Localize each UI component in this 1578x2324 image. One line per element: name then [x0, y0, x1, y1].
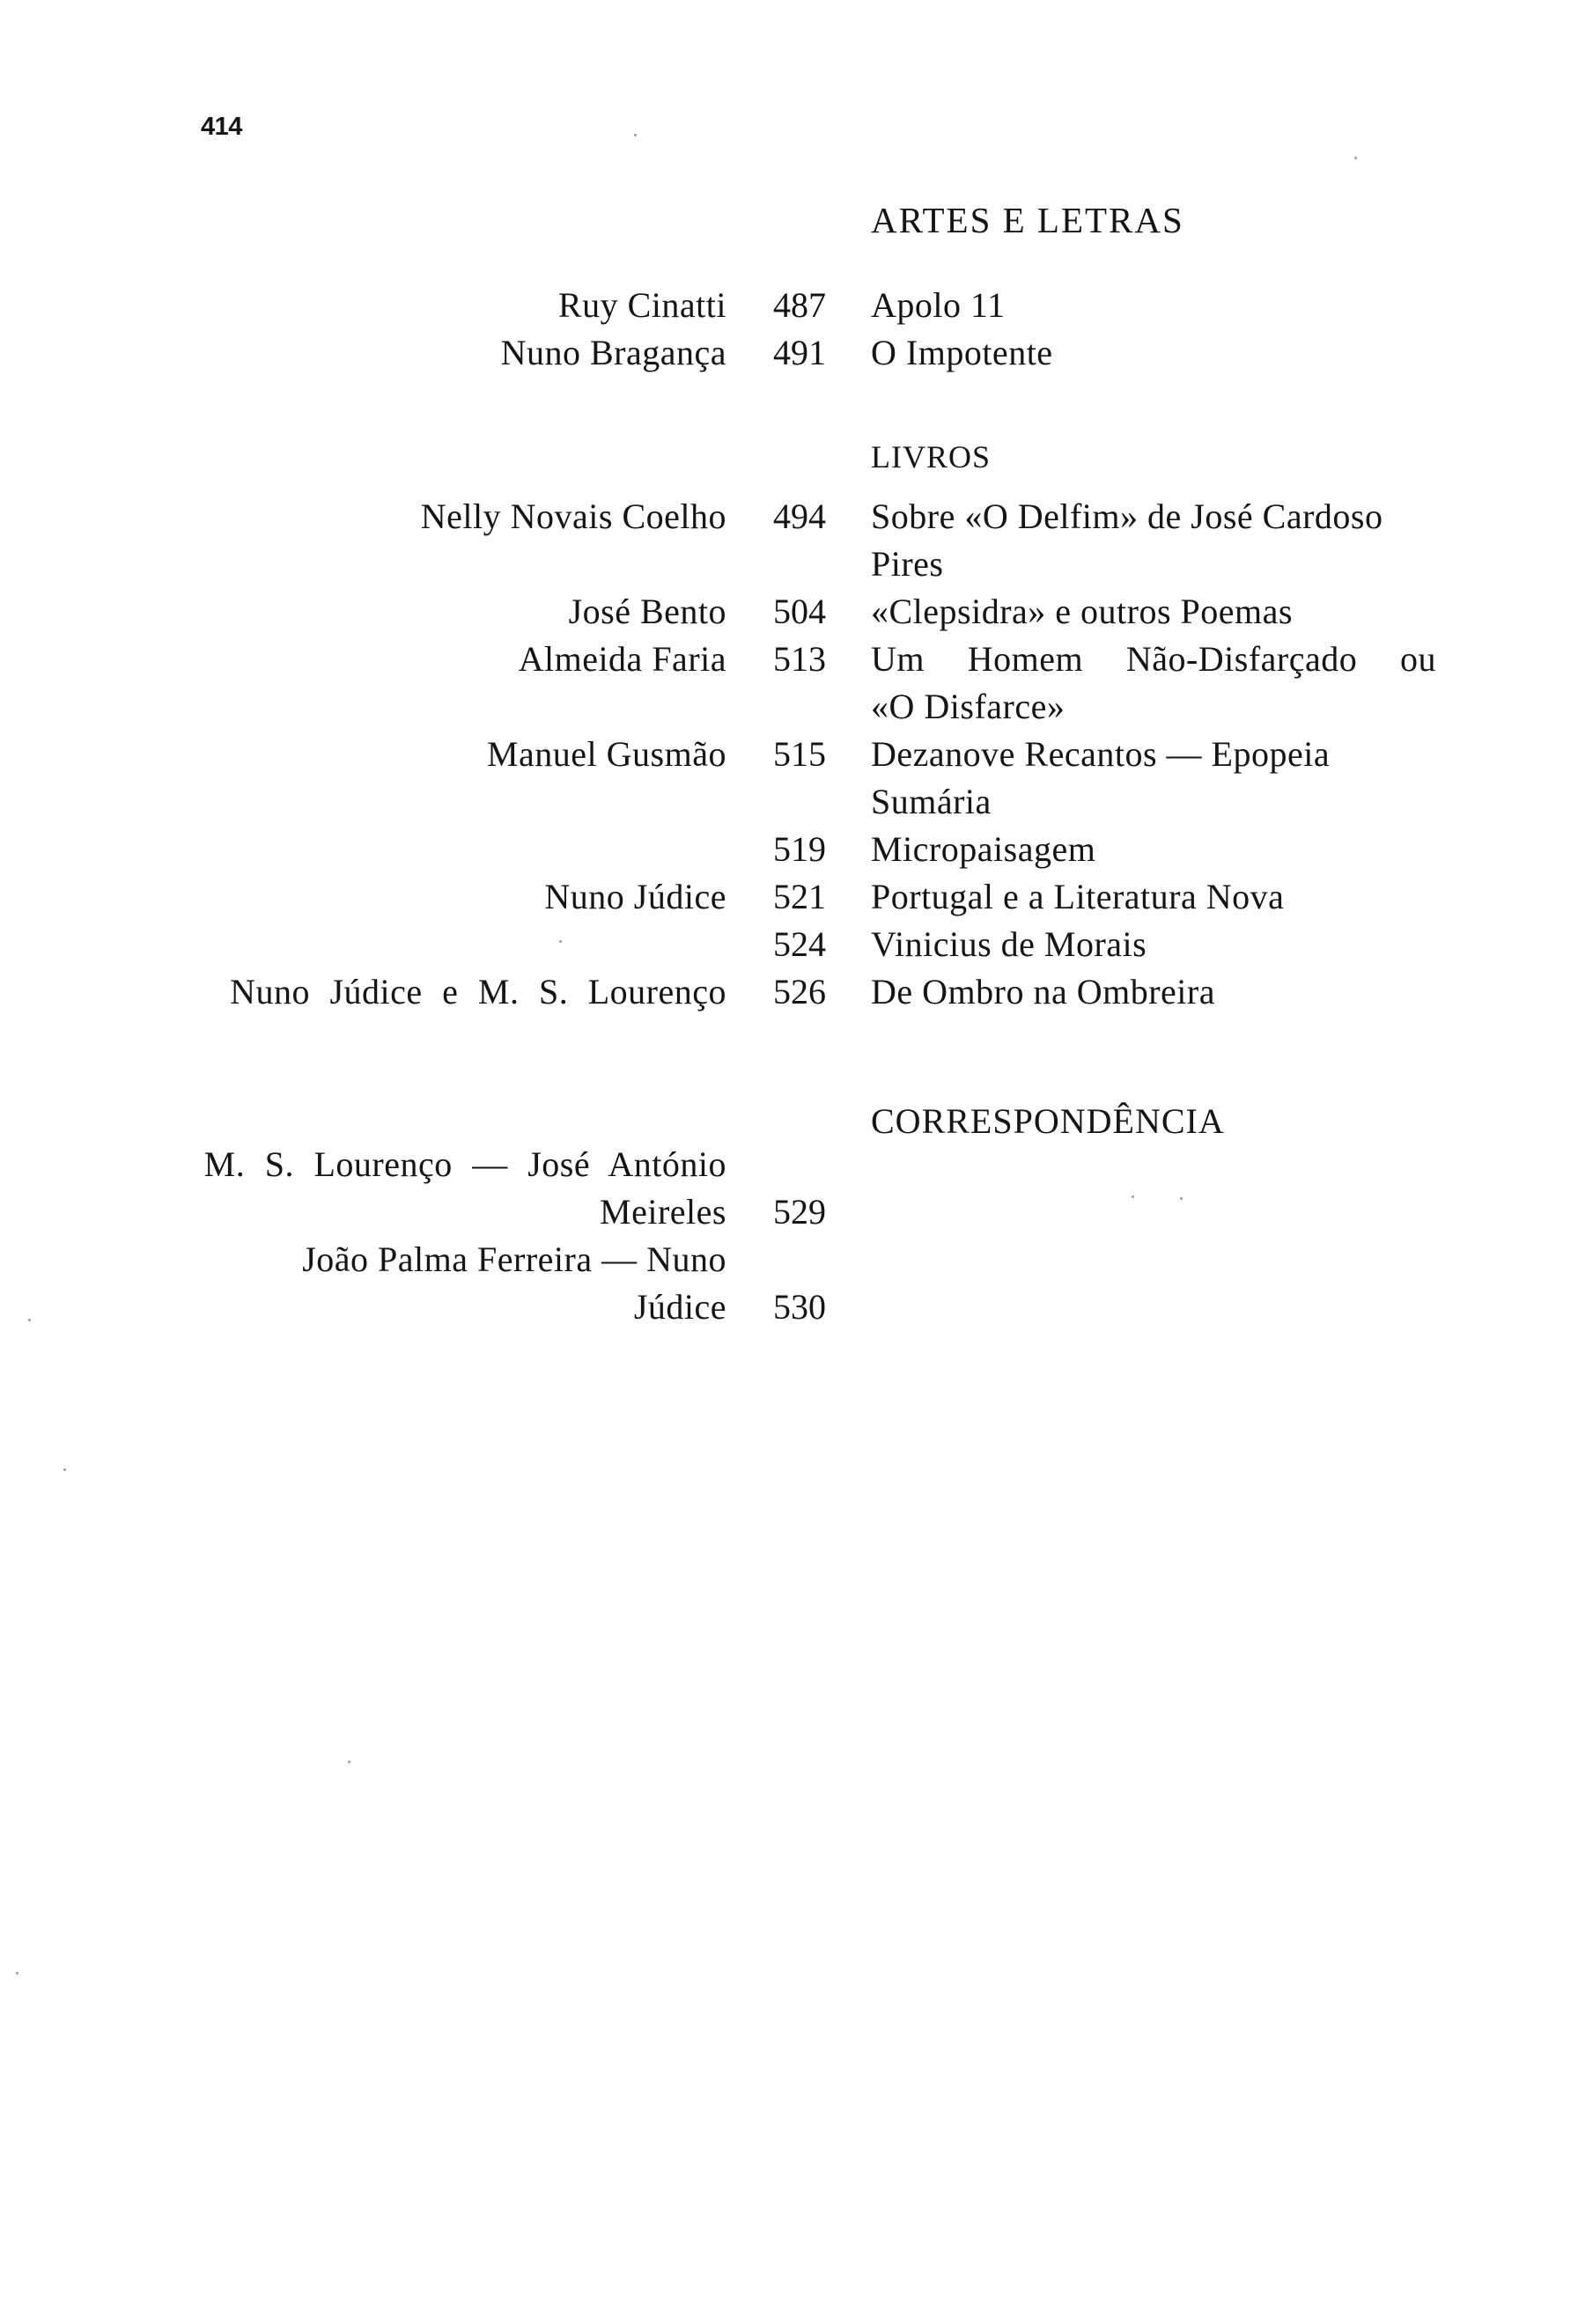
- entry-author: Nelly Novais Coelho: [420, 496, 726, 536]
- scan-speck: [16, 1972, 18, 1975]
- entry-title: Sobre «O Delfim» de José Cardoso: [871, 496, 1383, 536]
- entry-author: Manuel Gusmão: [486, 734, 726, 774]
- entry-author: Nuno Júdice e M. S. Lourenço: [230, 972, 726, 1011]
- entry-title-continuation: Sumária: [871, 782, 992, 821]
- toc-entry-continuation: [0, 778, 1578, 826]
- entry-page: 491: [773, 333, 826, 372]
- entry-title-word: Um: [871, 639, 925, 679]
- scan-speck: [1180, 1197, 1183, 1200]
- entry-page: 529: [773, 1192, 826, 1232]
- scan-speck: [559, 940, 562, 943]
- section-heading-livros: LIVROS: [871, 439, 992, 474]
- scan-speck: [1132, 1195, 1134, 1198]
- toc-entry: [0, 1283, 1578, 1331]
- entry-title-continuation: «O Disfarce»: [871, 687, 1066, 726]
- toc-entry: [0, 282, 1578, 329]
- scan-speck: [634, 134, 637, 136]
- toc-entry: [0, 826, 1578, 873]
- toc-entry: [0, 873, 1578, 921]
- toc-entry: [0, 1188, 1578, 1236]
- toc-entry: [0, 968, 1578, 1016]
- entry-title-continuation: Pires: [871, 544, 944, 584]
- section-heading-artes-e-letras: ARTES E LETRAS: [871, 200, 1184, 240]
- entry-page: 519: [773, 829, 826, 869]
- entry-page: 530: [773, 1287, 826, 1327]
- entry-page: 526: [773, 972, 826, 1011]
- entry-title: Portugal e a Literatura Nova: [871, 877, 1285, 916]
- entry-title-word: ou: [1399, 639, 1436, 679]
- toc-entry-author-line: [0, 1141, 1578, 1188]
- entry-author-continuation: Júdice: [633, 1287, 726, 1327]
- entry-author: Nuno Bragança: [500, 333, 726, 372]
- entry-author: Ruy Cinatti: [557, 285, 726, 325]
- toc-entry: [0, 588, 1578, 636]
- entry-author: Almeida Faria: [518, 639, 726, 679]
- scan-speck: [348, 1761, 350, 1763]
- toc-entry-continuation: [0, 541, 1578, 588]
- toc-entry: [0, 493, 1578, 541]
- entry-author: José Bento: [568, 592, 726, 631]
- entry-author: João Palma Ferreira — Nuno: [302, 1239, 726, 1279]
- entry-title: Vinicius de Morais: [871, 924, 1147, 964]
- entry-page: 515: [773, 734, 826, 774]
- toc-entry: [0, 921, 1578, 968]
- scan-speck: [1354, 157, 1357, 159]
- entry-title: Dezanove Recantos — Epopeia: [871, 734, 1331, 774]
- scan-speck: [63, 1468, 66, 1471]
- page-number: 414: [201, 113, 242, 141]
- toc-entry: [0, 329, 1578, 377]
- entry-page: 524: [773, 924, 826, 964]
- entry-author: Nuno Júdice: [544, 877, 726, 916]
- entry-title: De Ombro na Ombreira: [871, 972, 1215, 1011]
- entry-title: Micropaisagem: [871, 829, 1096, 869]
- entry-author-continuation: Meireles: [600, 1192, 726, 1232]
- entry-page: 487: [773, 285, 826, 325]
- toc-entry: [0, 636, 1578, 683]
- entry-title: O Impotente: [871, 333, 1053, 372]
- entry-title: «Clepsidra» e outros Poemas: [871, 592, 1293, 631]
- entry-title-word: Não-Disfarçado: [1125, 639, 1358, 679]
- scan-speck: [28, 1319, 31, 1321]
- entry-page: 521: [773, 877, 826, 916]
- section-heading-correspondencia: CORRESPONDÊNCIA: [871, 1101, 1225, 1141]
- entry-page: 513: [773, 639, 826, 679]
- toc-entry-continuation: [0, 683, 1578, 731]
- toc-entry: [0, 731, 1578, 778]
- entry-page: 494: [773, 496, 826, 536]
- entry-title-word: Homem: [967, 639, 1084, 679]
- entry-title: Apolo 11: [871, 285, 1006, 325]
- toc-entry-author-line: [0, 1236, 1578, 1283]
- entry-author: M. S. Lourenço — José António: [203, 1144, 726, 1184]
- entry-title: [871, 636, 1436, 683]
- entry-page: 504: [773, 592, 826, 631]
